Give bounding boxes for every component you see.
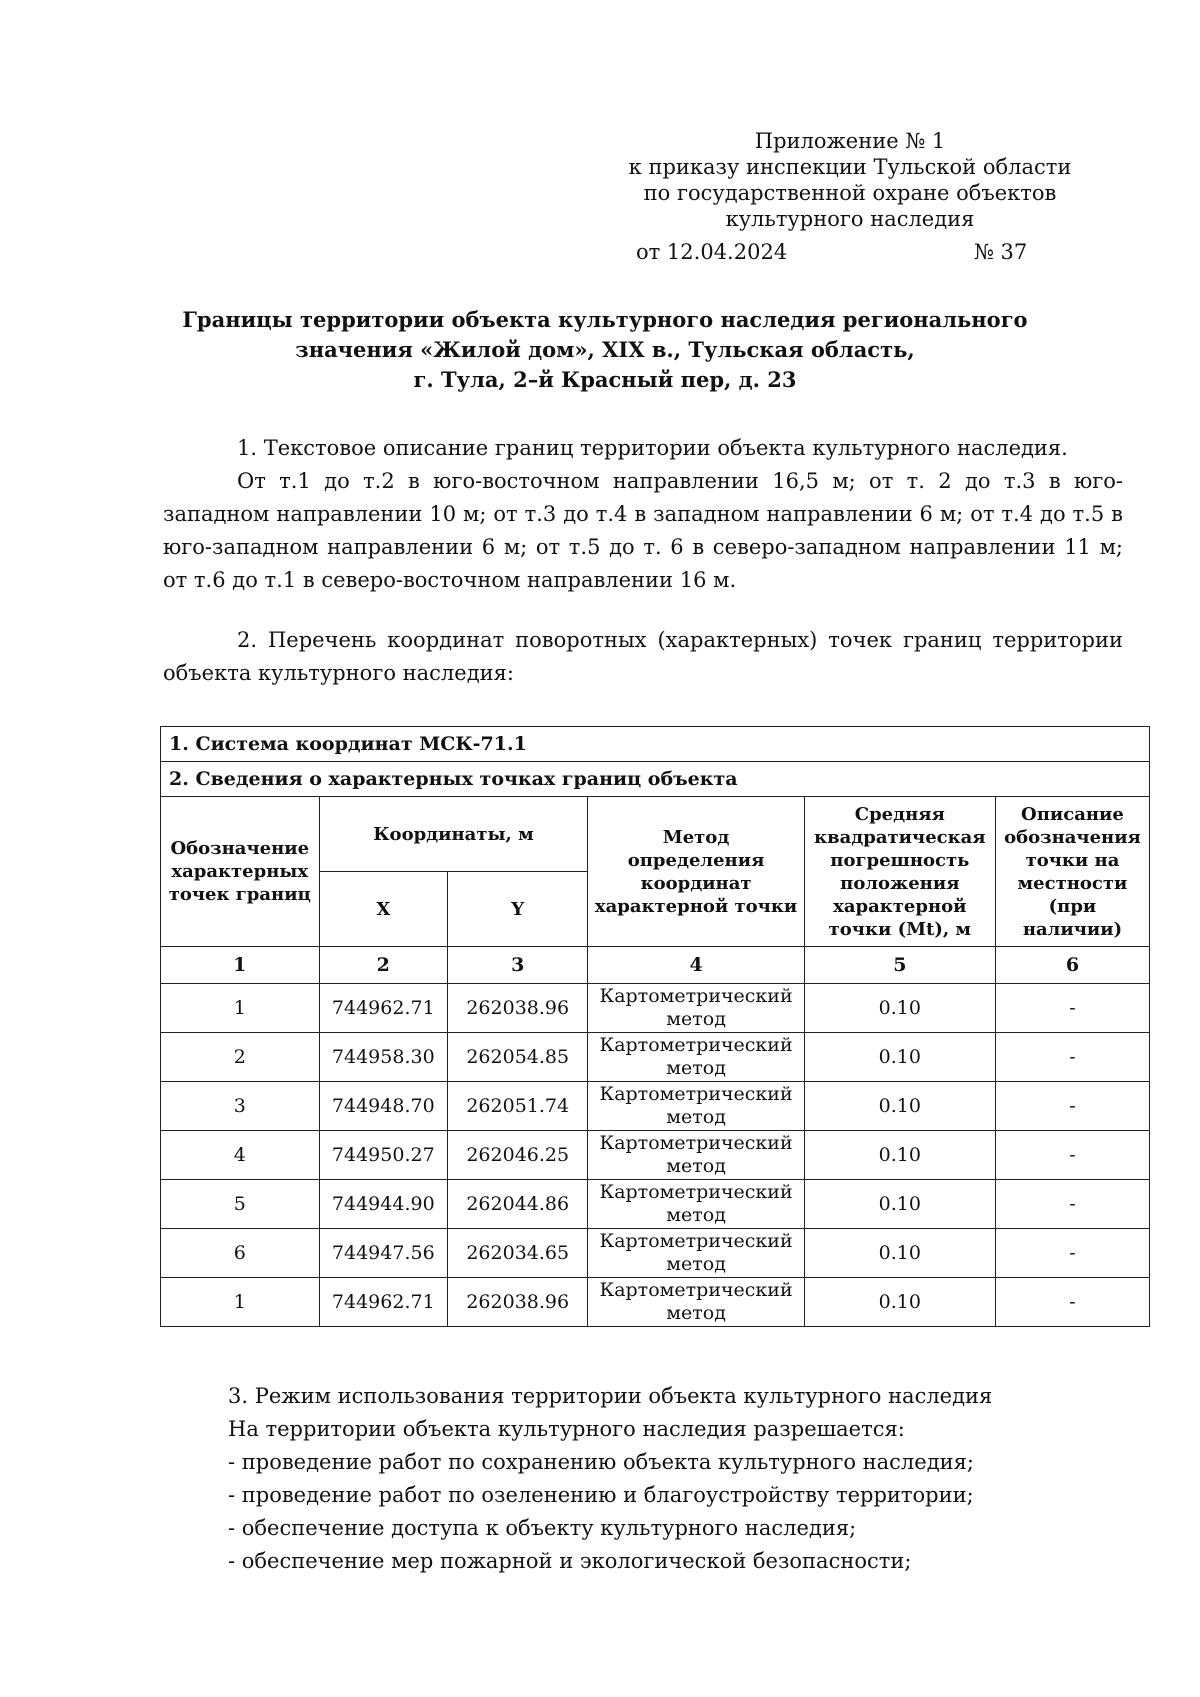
method-cell: Картометрический метод <box>588 1131 804 1180</box>
point-number: 1 <box>161 984 320 1033</box>
table-row <box>161 1180 1150 1229</box>
x-coordinate: 744962.71 <box>319 984 448 1033</box>
header-x: X <box>319 872 448 947</box>
section-3-intro: На территории объекта культурного наследия разрешается: <box>228 1417 905 1441</box>
annex-line-3: по государственной охране объектов <box>643 181 1057 205</box>
section-1 <box>163 432 1123 597</box>
column-number: 4 <box>588 947 804 984</box>
header-description: Описание обозначения точки на местности (при наличии) <box>995 797 1149 947</box>
point-number: 5 <box>161 1180 320 1229</box>
method-cell: Картометрический метод <box>588 1229 804 1278</box>
point-number: 3 <box>161 1082 320 1131</box>
description-cell: - <box>995 984 1149 1033</box>
annex-number: № 37 <box>974 240 1028 264</box>
document-title <box>150 305 1060 395</box>
section-2 <box>163 624 1123 690</box>
x-coordinate: 744947.56 <box>319 1229 448 1278</box>
description-cell: - <box>995 1082 1149 1131</box>
x-coordinate: 744948.70 <box>319 1082 448 1131</box>
column-number: 3 <box>448 947 588 984</box>
method-cell: Картометрический метод <box>588 1082 804 1131</box>
title-line-3: г. Тула, 2–й Красный пер, д. 23 <box>413 367 797 392</box>
annex-date: от 12.04.2024 <box>636 240 788 264</box>
column-number: 2 <box>319 947 448 984</box>
section-3-heading: 3. Режим использования территории объекта культурного наследия <box>228 1384 993 1408</box>
error-cell: 0.10 <box>804 1278 995 1327</box>
x-coordinate: 744944.90 <box>319 1180 448 1229</box>
y-coordinate: 262034.65 <box>448 1229 588 1278</box>
point-number: 4 <box>161 1131 320 1180</box>
table-row <box>161 1278 1150 1327</box>
table-row <box>161 1082 1150 1131</box>
column-number: 6 <box>995 947 1149 984</box>
method-cell: Картометрический метод <box>588 1033 804 1082</box>
x-coordinate: 744950.27 <box>319 1131 448 1180</box>
annex-line-4: культурного наследия <box>725 207 975 231</box>
list-item: - обеспечение мер пожарной и экологической безопасности; <box>228 1549 912 1573</box>
annex-line-1: Приложение № 1 <box>754 129 946 153</box>
header-method: Метод определения координат характерной точки <box>588 797 804 947</box>
annex-block <box>590 128 1110 232</box>
list-item: - проведение работ по озеленению и благоустройству территории; <box>228 1483 974 1507</box>
y-coordinate: 262051.74 <box>448 1082 588 1131</box>
section-1-heading: 1. Текстовое описание границ территории объекта культурного наследия. <box>237 436 1068 460</box>
error-cell: 0.10 <box>804 984 995 1033</box>
list-item: - проведение работ по сохранению объекта культурного наследия; <box>228 1450 974 1474</box>
y-coordinate: 262038.96 <box>448 1278 588 1327</box>
section-2-text: 2. Перечень координат поворотных (характерных) точек границ территории объекта культурного наследия: <box>163 628 1123 685</box>
coordinates-table <box>160 726 1150 1327</box>
header-coords: Координаты, м <box>319 797 588 872</box>
y-coordinate: 262044.86 <box>448 1180 588 1229</box>
point-number: 6 <box>161 1229 320 1278</box>
title-line-2: значения «Жилой дом», XIX в., Тульская область, <box>295 337 915 362</box>
error-cell: 0.10 <box>804 1082 995 1131</box>
method-cell: Картометрический метод <box>588 984 804 1033</box>
description-cell: - <box>995 1278 1149 1327</box>
points-info-row: 2. Сведения о характерных точках границ объекта <box>161 762 1150 797</box>
section-3 <box>228 1380 1148 1578</box>
section-1-text: От т.1 до т.2 в юго-восточном направлении 16,5 м; от т. 2 до т.3 в юго-западном направлении 10 м; от т.3 до т.4 в западном направлении 6 м; от т.4 до т.5 в юго-западном направлении 6 м; от т.5 до т. 6 в северо-западном направлении 11 м; от т.6 до т.1 в северо-восточном направлении 16 м. <box>163 469 1123 592</box>
error-cell: 0.10 <box>804 1033 995 1082</box>
header-designation: Обозначение характерных точек границ <box>161 797 320 947</box>
title-line-1: Границы территории объекта культурного наследия регионального <box>182 307 1028 332</box>
table-row <box>161 1131 1150 1180</box>
y-coordinate: 262038.96 <box>448 984 588 1033</box>
method-cell: Картометрический метод <box>588 1278 804 1327</box>
header-y: Y <box>448 872 588 947</box>
column-number: 5 <box>804 947 995 984</box>
column-numbers-row <box>161 947 1150 984</box>
header-error: Средняя квадратическая погрешность положения характерной точки (Mt), м <box>804 797 995 947</box>
error-cell: 0.10 <box>804 1131 995 1180</box>
table-row <box>161 984 1150 1033</box>
annex-line-2: к приказу инспекции Тульской области <box>628 155 1072 179</box>
y-coordinate: 262054.85 <box>448 1033 588 1082</box>
coordinate-system-row: 1. Система координат МСК-71.1 <box>161 727 1150 762</box>
point-number: 1 <box>161 1278 320 1327</box>
column-number: 1 <box>161 947 320 984</box>
x-coordinate: 744958.30 <box>319 1033 448 1082</box>
table-row <box>161 1033 1150 1082</box>
method-cell: Картометрический метод <box>588 1180 804 1229</box>
list-item: - обеспечение доступа к объекту культурного наследия; <box>228 1516 857 1540</box>
point-number: 2 <box>161 1033 320 1082</box>
description-cell: - <box>995 1229 1149 1278</box>
error-cell: 0.10 <box>804 1229 995 1278</box>
x-coordinate: 744962.71 <box>319 1278 448 1327</box>
table-row <box>161 1229 1150 1278</box>
description-cell: - <box>995 1131 1149 1180</box>
error-cell: 0.10 <box>804 1180 995 1229</box>
y-coordinate: 262046.25 <box>448 1131 588 1180</box>
description-cell: - <box>995 1180 1149 1229</box>
description-cell: - <box>995 1033 1149 1082</box>
